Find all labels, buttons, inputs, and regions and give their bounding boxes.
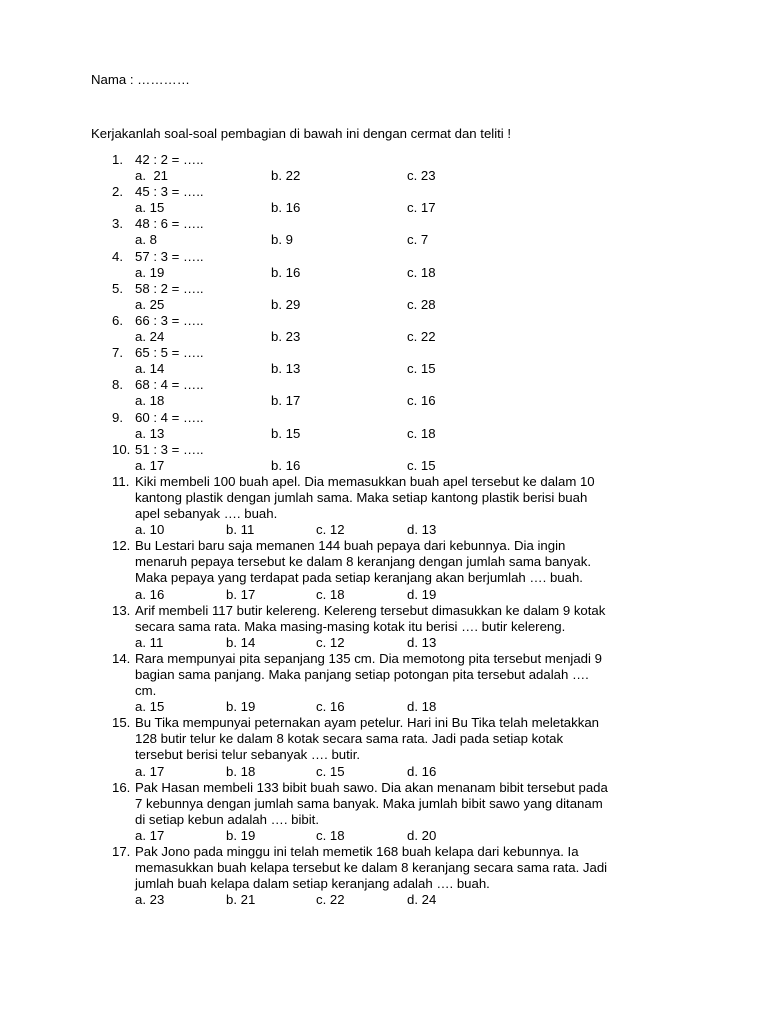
answer-option: a. 11 bbox=[135, 634, 164, 650]
answer-options bbox=[0, 458, 768, 474]
answer-option: a. 14 bbox=[135, 361, 165, 377]
answer-option: c. 22 bbox=[407, 329, 436, 345]
question-text-line: di setiap kebun adalah …. bibit. bbox=[135, 811, 320, 827]
question-item bbox=[0, 184, 768, 216]
question-item bbox=[0, 538, 768, 602]
question-text bbox=[135, 603, 665, 635]
question-text-line: apel sebanyak …. buah. bbox=[135, 506, 278, 522]
question-number: 5. bbox=[112, 280, 123, 296]
answer-option: a. 24 bbox=[135, 329, 165, 345]
question-item bbox=[0, 249, 768, 281]
answer-option: b. 17 bbox=[226, 586, 256, 602]
answer-option: b. 29 bbox=[271, 296, 301, 312]
answer-options bbox=[0, 329, 768, 345]
question-item bbox=[0, 345, 768, 377]
question-text: 60 : 4 = ….. bbox=[135, 409, 204, 425]
question-item bbox=[0, 442, 768, 474]
answer-option: d. 24 bbox=[407, 892, 437, 908]
question-item bbox=[0, 780, 768, 844]
question-text: 66 : 3 = ….. bbox=[135, 312, 204, 328]
question-text-line: Arif membeli 117 butir kelereng. Kelereng tersebut dimasukkan ke dalam 9 kotak bbox=[135, 602, 606, 618]
answer-option: a. 18 bbox=[135, 393, 165, 409]
answer-option: c. 7 bbox=[407, 232, 429, 248]
answer-option: a. 13 bbox=[135, 425, 165, 441]
question-text bbox=[135, 474, 665, 522]
answer-option: b. 14 bbox=[226, 634, 256, 650]
question-text bbox=[135, 715, 665, 763]
question-text: 45 : 3 = ….. bbox=[135, 184, 204, 200]
question-text-line: tersebut berisi telur sebanyak …. butir. bbox=[135, 747, 361, 763]
question-item bbox=[0, 377, 768, 409]
answer-option: b. 16 bbox=[271, 457, 301, 473]
question-item bbox=[0, 152, 768, 184]
question-number: 7. bbox=[112, 345, 123, 361]
answer-option: a. 23 bbox=[135, 892, 165, 908]
question-number: 8. bbox=[112, 377, 123, 393]
answer-option: a. 25 bbox=[135, 296, 165, 312]
question-text-line: menaruh pepaya tersebut ke dalam 8 keranjang dengan jumlah sama banyak. bbox=[135, 554, 591, 570]
question-text-line: Pak Jono pada minggu ini telah memetik 168 buah kelapa dari kebunnya. Ia bbox=[135, 844, 579, 860]
answer-option: b. 21 bbox=[226, 892, 256, 908]
question-text: 48 : 6 = ….. bbox=[135, 216, 204, 232]
question-text-line: kantong plastik dengan jumlah sama. Maka setiap kantong plastik berisi buah bbox=[135, 489, 588, 505]
answer-option: b. 17 bbox=[271, 393, 301, 409]
answer-option: c. 12 bbox=[316, 634, 345, 650]
question-text-line: Rara mempunyai pita sepanjang 135 cm. Dia memotong pita tersebut menjadi 9 bbox=[135, 650, 602, 666]
answer-option: c. 18 bbox=[407, 264, 436, 280]
question-number: 4. bbox=[112, 248, 123, 264]
question-item bbox=[0, 474, 768, 538]
question-text: 51 : 3 = ….. bbox=[135, 441, 204, 457]
answer-option: d. 20 bbox=[407, 827, 437, 843]
answer-option: b. 22 bbox=[271, 168, 301, 184]
question-text: 57 : 3 = ….. bbox=[135, 248, 204, 264]
question-text-line: jumlah buah kelapa dalam setiap keranjang adalah …. buah. bbox=[135, 876, 490, 892]
answer-option: c. 23 bbox=[407, 168, 436, 184]
answer-options bbox=[0, 587, 768, 603]
answer-option: b. 13 bbox=[271, 361, 301, 377]
answer-options bbox=[0, 200, 768, 216]
answer-option: b. 9 bbox=[271, 232, 293, 248]
answer-option: c. 18 bbox=[316, 586, 345, 602]
question-number: 1. bbox=[112, 152, 123, 167]
answer-options bbox=[0, 232, 768, 248]
answer-options bbox=[0, 699, 768, 715]
answer-option: a. 17 bbox=[135, 457, 165, 473]
question-text: 58 : 2 = ….. bbox=[135, 280, 204, 296]
answer-options bbox=[0, 297, 768, 313]
question-number: 11. bbox=[112, 473, 130, 489]
question-text-line: Kiki membeli 100 buah apel. Dia memasukkan buah apel tersebut ke dalam 10 bbox=[135, 473, 595, 489]
answer-option: d. 13 bbox=[407, 522, 437, 538]
answer-option: c. 16 bbox=[316, 699, 345, 715]
answer-options bbox=[0, 361, 768, 377]
answer-option: a. 19 bbox=[135, 264, 165, 280]
question-text-line: secara sama rata. Maka masing-masing kotak itu berisi …. butir kelereng. bbox=[135, 618, 566, 634]
answer-option: c. 18 bbox=[407, 425, 436, 441]
instruction-text: Kerjakanlah soal-soal pembagian di bawah ini dengan cermat dan teliti ! bbox=[91, 126, 512, 141]
question-text bbox=[135, 844, 665, 892]
answer-option: b. 15 bbox=[271, 425, 301, 441]
answer-option: d. 16 bbox=[407, 763, 437, 779]
answer-option: a. 17 bbox=[135, 827, 165, 843]
question-number: 12. bbox=[112, 538, 131, 554]
question-list bbox=[0, 152, 768, 908]
answer-option: b. 16 bbox=[271, 264, 301, 280]
answer-option: d. 19 bbox=[407, 586, 437, 602]
question-text-line: Pak Hasan membeli 133 bibit buah sawo. Dia akan menanam bibit tersebut pada bbox=[135, 779, 608, 795]
answer-option: a. 15 bbox=[135, 200, 165, 216]
question-item bbox=[0, 715, 768, 779]
answer-option: c. 17 bbox=[407, 200, 436, 216]
question-item bbox=[0, 410, 768, 442]
question-number: 17. bbox=[112, 844, 131, 860]
question-item bbox=[0, 651, 768, 715]
answer-options bbox=[0, 764, 768, 780]
question-item bbox=[0, 603, 768, 651]
answer-option: b. 23 bbox=[271, 329, 301, 345]
answer-options bbox=[0, 522, 768, 538]
question-text bbox=[135, 651, 665, 699]
question-number: 2. bbox=[112, 184, 123, 200]
answer-option: b. 16 bbox=[271, 200, 301, 216]
question-item bbox=[0, 313, 768, 345]
answer-option: d. 18 bbox=[407, 699, 437, 715]
answer-options bbox=[0, 892, 768, 908]
answer-option: a. 15 bbox=[135, 699, 165, 715]
answer-option: c. 15 bbox=[407, 457, 436, 473]
answer-options bbox=[0, 426, 768, 442]
answer-options bbox=[0, 828, 768, 844]
answer-option: b. 18 bbox=[226, 763, 256, 779]
answer-option: c. 28 bbox=[407, 296, 436, 312]
question-number: 14. bbox=[112, 650, 131, 666]
answer-option: c. 15 bbox=[407, 361, 436, 377]
question-text bbox=[135, 538, 665, 586]
question-text-line: Bu Lestari baru saja memanen 144 buah pepaya dari kebunnya. Dia ingin bbox=[135, 538, 566, 554]
answer-options bbox=[0, 393, 768, 409]
answer-options bbox=[0, 168, 768, 184]
answer-options bbox=[0, 635, 768, 651]
answer-option: b. 19 bbox=[226, 827, 256, 843]
question-number: 16. bbox=[112, 779, 131, 795]
question-text: 68 : 4 = ….. bbox=[135, 377, 204, 393]
answer-option: c. 16 bbox=[407, 393, 436, 409]
answer-option: d. 13 bbox=[407, 634, 437, 650]
question-number: 9. bbox=[112, 409, 123, 425]
question-text-line: bagian sama panjang. Maka panjang setiap potongan pita tersebut adalah …. bbox=[135, 667, 589, 682]
answer-option: a. 10 bbox=[135, 522, 165, 538]
answer-option: c. 15 bbox=[316, 763, 345, 779]
question-text-line: cm. bbox=[135, 683, 157, 699]
answer-option: a. 17 bbox=[135, 763, 165, 779]
question-text-line: Maka pepaya yang terdapat pada setiap keranjang akan berjumlah …. buah. bbox=[135, 570, 583, 586]
question-text-line: 128 butir telur ke dalam 8 kotak secara sama rata. Jadi pada setiap kotak bbox=[135, 731, 564, 747]
question-number: 6. bbox=[112, 312, 123, 328]
answer-option: b. 19 bbox=[226, 699, 256, 715]
answer-option: a. 8 bbox=[135, 232, 157, 248]
answer-option: c. 12 bbox=[316, 522, 345, 538]
answer-option: c. 22 bbox=[316, 892, 345, 908]
question-text: 65 : 5 = ….. bbox=[135, 345, 204, 361]
question-text-line: memasukkan buah kelapa tersebut ke dalam 8 keranjang secara sama rata. Jadi bbox=[135, 860, 608, 876]
answer-options bbox=[0, 265, 768, 281]
answer-option: a. 21 bbox=[135, 168, 168, 184]
question-item bbox=[0, 844, 768, 908]
answer-option: c. 18 bbox=[316, 827, 345, 843]
question-number: 10. bbox=[112, 441, 131, 457]
question-number: 3. bbox=[112, 216, 123, 232]
question-number: 15. bbox=[112, 715, 131, 731]
answer-option: b. 11 bbox=[226, 522, 255, 538]
name-field-line: Nama : ………… bbox=[91, 72, 190, 87]
question-text-line: Bu Tika mempunyai peternakan ayam petelur. Hari ini Bu Tika telah meletakkan bbox=[135, 715, 600, 731]
question-item bbox=[0, 281, 768, 313]
question-item bbox=[0, 216, 768, 248]
answer-option: a. 16 bbox=[135, 586, 165, 602]
question-number: 13. bbox=[112, 602, 131, 618]
question-text: 42 : 2 = ….. bbox=[135, 152, 204, 167]
question-text-line: 7 kebunnya dengan jumlah sama banyak. Maka jumlah bibit sawo yang ditanam bbox=[135, 795, 603, 811]
question-text bbox=[135, 780, 665, 828]
